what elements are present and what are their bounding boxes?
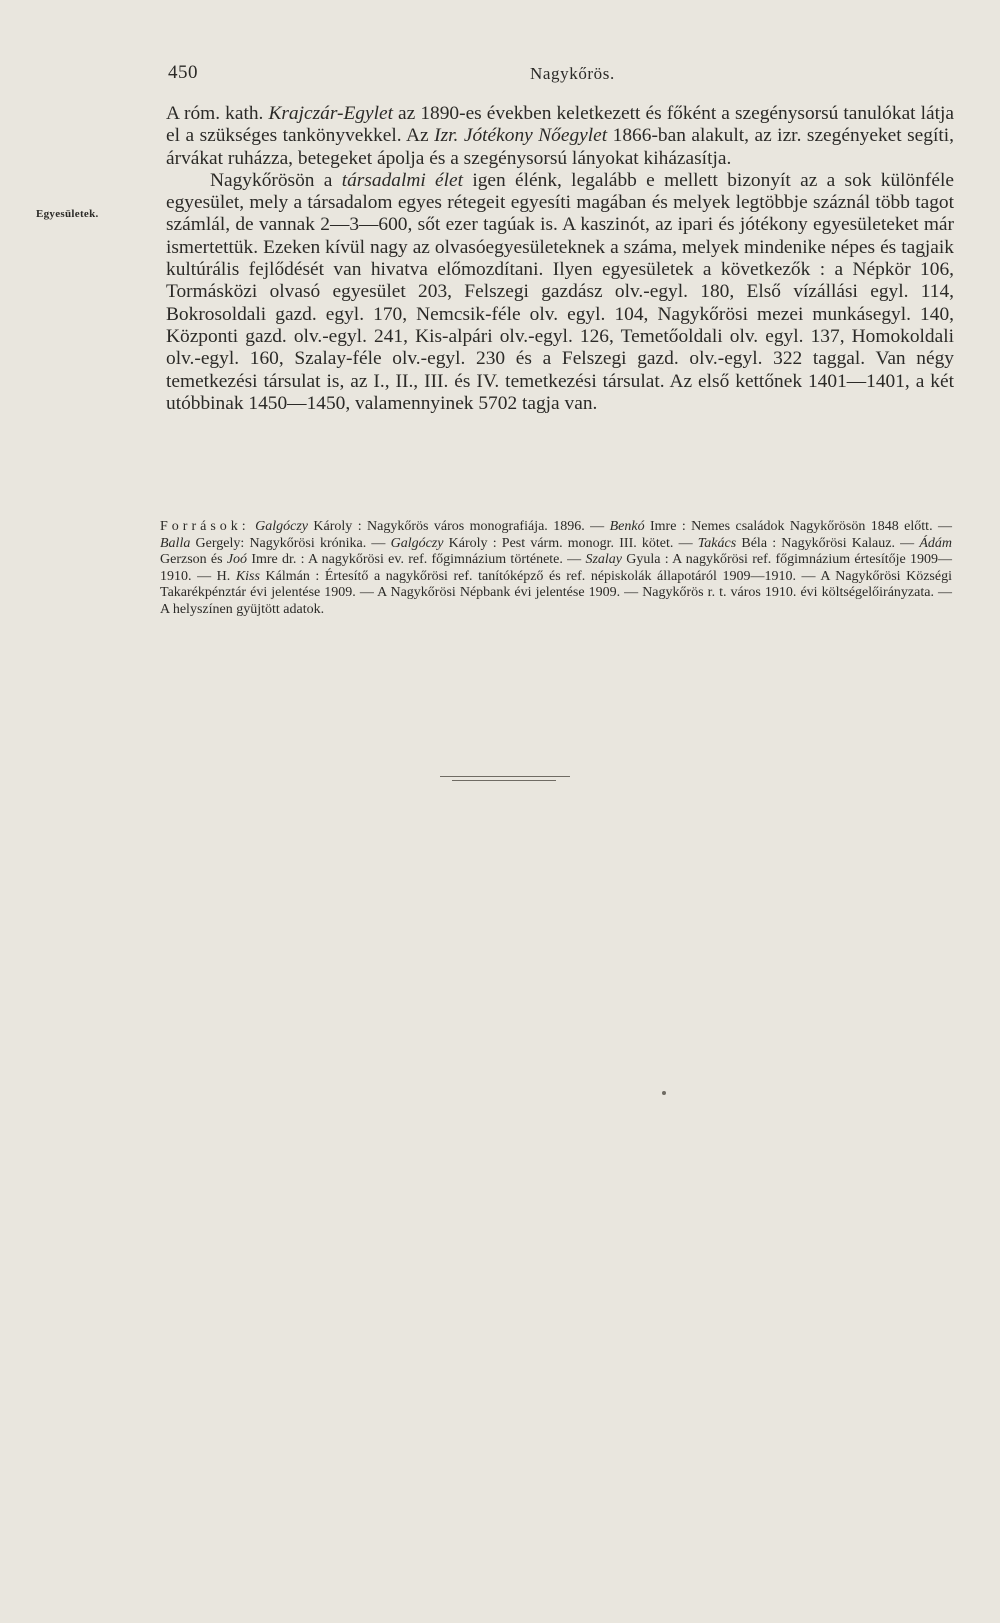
end-rule <box>452 780 556 781</box>
sources-text: Kálmán : Értesítő a nagykőrösi ref. tanítóképző és ref. népiskolák állapotáról 1909—1910. — A Nagykőrösi Községi Takarékpénztár évi jelentése 1909. — A Nagykőrösi Népbank évi jelentése 1909. — Nagykőrös r. t. város 1910. évi költségelőirányzata. — A helyszínen gyüjtött adatok. <box>160 568 952 617</box>
sources-label: Források: <box>160 519 250 534</box>
print-speck <box>662 1091 666 1095</box>
paragraph-text: az 1890-es években keletkezett és főként a szegénysorsú tanulókat látja el a szükséges tankönyvekkel. Az <box>166 103 954 147</box>
author-name: Galgóczy <box>390 535 444 551</box>
author-name: Joó <box>226 552 248 568</box>
sources-text: Károly : Pest várm. monogr. III. kötet. — <box>443 535 698 551</box>
running-head: Nagykőrös. <box>530 64 615 83</box>
sources-text: Gyula : A nagykőrösi ref. főgimnázium értesítője 1909—1910. — H. <box>160 552 952 584</box>
sources-text: Béla : Nagykőrösi Kalauz. — <box>736 535 920 551</box>
author-name: Benkó <box>609 519 645 534</box>
paragraph-text: Nagykőrösön a <box>210 169 342 191</box>
paragraph-krajczar-egylet <box>166 103 954 170</box>
author-name: Takács <box>697 535 737 551</box>
body-text <box>166 103 954 415</box>
paragraph-tarsadalmi-elet <box>166 170 954 415</box>
sources-footnote <box>160 519 952 619</box>
sources-text: Gergely: Nagykőrösi krónika. — <box>190 535 391 551</box>
author-name: Balla <box>160 535 191 551</box>
sources-text: Imre dr. : A nagykőrösi ev. ref. főgimnázium története. — <box>247 552 586 568</box>
margin-note: Egyesületek. <box>36 208 99 220</box>
paragraph-text: igen élénk, legalább e mellett bizonyít az a sok különféle egyesület, mely a társadalom egyes rétegeit egyesíti magában és melyek legtöbbje száznál több tagot számlál, de vannak 2—3—600, sőt ezer tagúak is. A kaszinót, az ipari és jótékony egyesületeket már ismertettük. Ezeken kívül nagy az olvasóegyesületeknek a száma, melyek mindenike népes és tagjaik kultúrális fejlődését van hivatva előmozdítani. Ilyen egyesületek a következők : a Népkör 106, Tormásközi olvasó egyesület 203, Felszegi gazdász olv.-egyl. 180, Első vízállási egyl. 114, Bokrosoldali gazd. egyl. 170, Nemcsik-féle olv. egyl. 104, Nagykőrösi mezei munkásegyl. 140, Központi gazd. olv.-egyl. 241, Kis-alpári olv.-egyl. 126, Temetőoldali olv. egyl. 137, Homokoldali olv.-egyl. 160, Szalay-féle olv.-egyl. 230 és a Felszegi gazd. olv.-egyl. 322 taggal. Van négy temetkezési társulat is, az I., II., III. és IV. temetkezési társulat. Az első kettőnek 1401—1401, a két utóbbinak 1450—1450, valamennyinek 5702 tagja van. <box>166 169 954 414</box>
author-name: Kiss <box>235 568 260 584</box>
italic-term: Krajczár-Egylet <box>268 103 393 124</box>
page-number: 450 <box>168 62 198 83</box>
sources-text: Gerzson és <box>160 552 227 568</box>
paragraph-text: 1866-ban alakult, az izr. szegényeket segíti, árvákat ruházza, betegeket ápolja és a szegénysorsú lányokat kiházasítja. <box>166 125 954 169</box>
author-name: Galgóczy <box>255 519 308 534</box>
italic-term: Izr. Jótékony Nőegylet <box>434 125 608 147</box>
author-name: Szalay <box>585 552 622 568</box>
paragraph-text: A róm. kath. <box>166 103 269 124</box>
italic-term: társadalmi élet <box>341 169 464 191</box>
end-rule <box>440 776 570 777</box>
author-name: Ádám <box>919 535 952 551</box>
sources-text: Károly : Nagykőrös város monografiája. 1896. — <box>308 519 610 534</box>
sources-text: Imre : Nemes családok Nagykőrösön 1848 előtt. — <box>644 519 952 534</box>
